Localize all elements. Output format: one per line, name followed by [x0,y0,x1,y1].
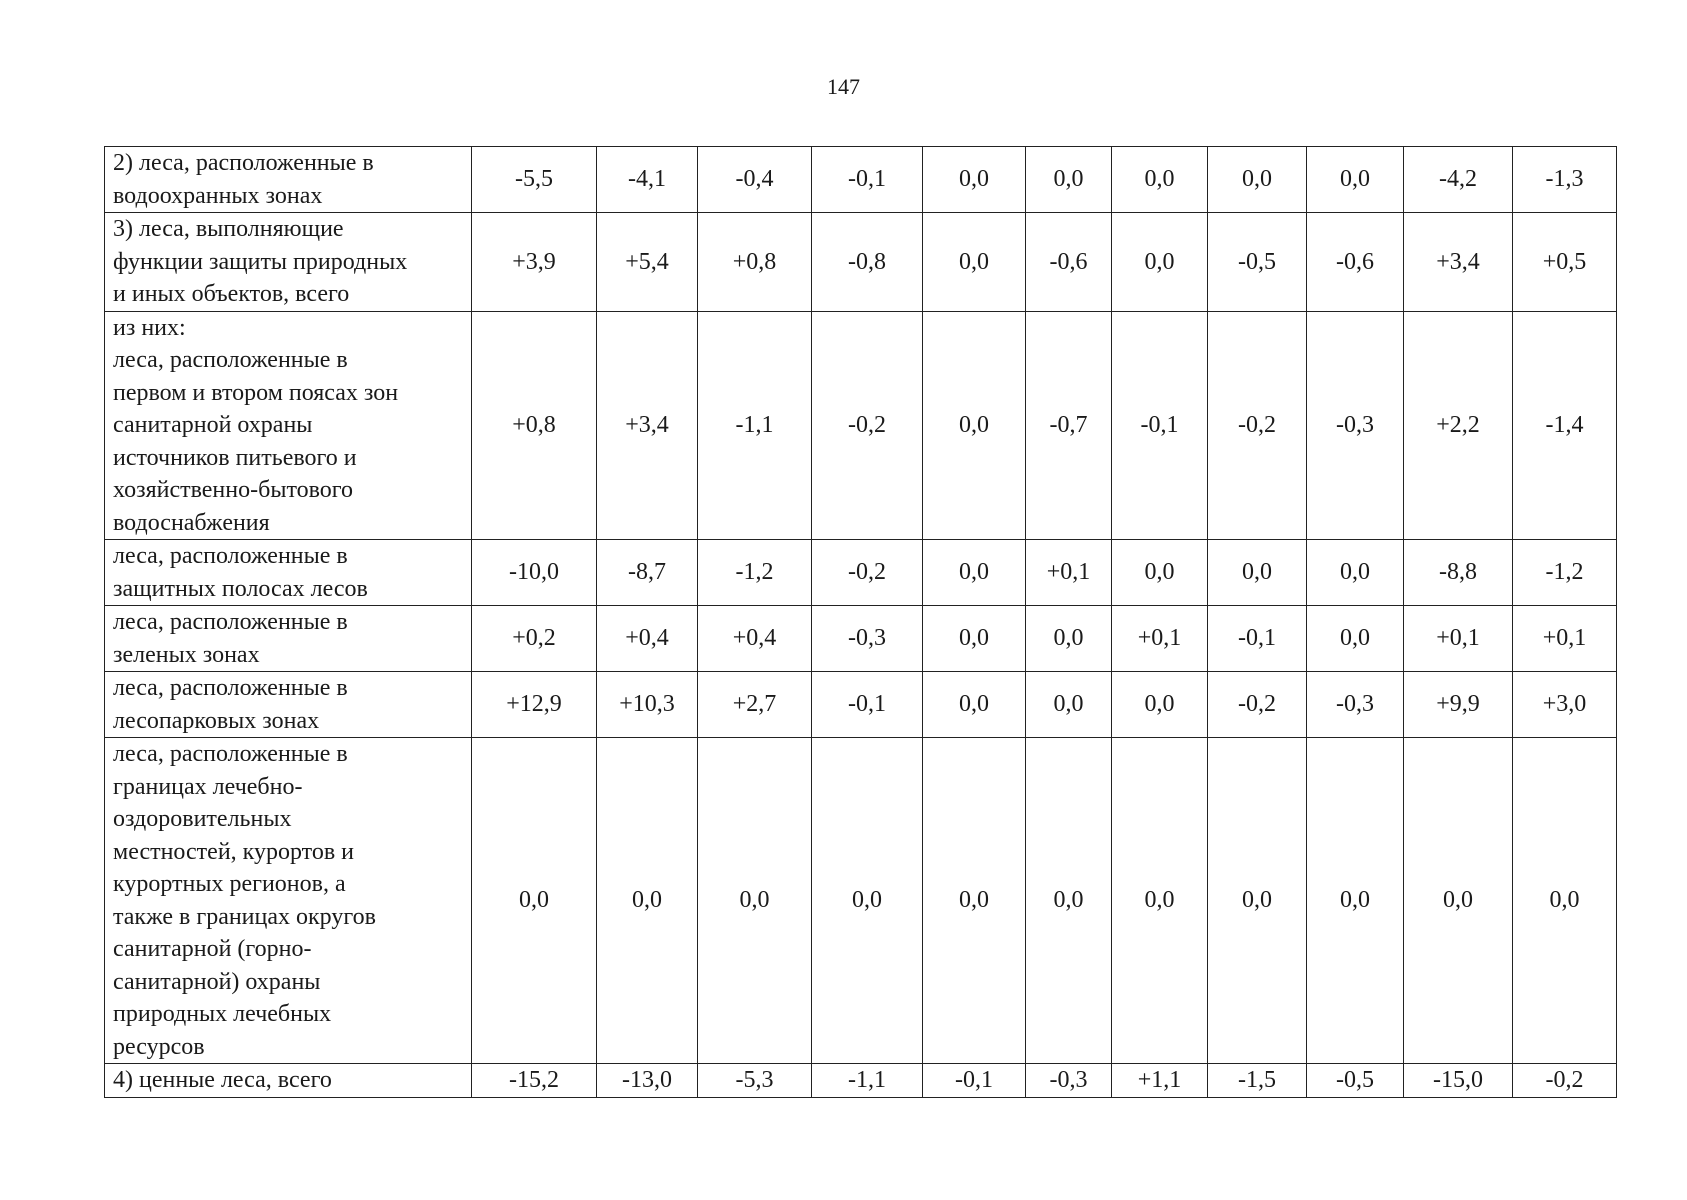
table-cell: 0,0 [1112,147,1208,213]
table-cell: 0,0 [1026,738,1112,1064]
table-row [105,606,1617,672]
table-cell: +12,9 [472,672,597,738]
table-cell: 0,0 [1112,540,1208,606]
table-cell: -4,1 [597,147,698,213]
table-cell: 0,0 [923,540,1026,606]
table-row [105,1064,1617,1098]
table-cell: 0,0 [1112,213,1208,312]
table-cell: +1,1 [1112,1064,1208,1098]
table-cell: 0,0 [1026,147,1112,213]
table-cell: -0,7 [1026,311,1112,540]
table-cell: -10,0 [472,540,597,606]
table-cell: 0,0 [923,672,1026,738]
table-cell: -15,2 [472,1064,597,1098]
table-cell: -0,5 [1208,213,1307,312]
table-cell: +3,9 [472,213,597,312]
table-cell: +5,4 [597,213,698,312]
table-cell: -1,2 [698,540,812,606]
table-cell: -8,7 [597,540,698,606]
table-cell: 0,0 [923,606,1026,672]
table-cell: 0,0 [923,213,1026,312]
table-cell: -0,2 [1208,311,1307,540]
table-row [105,738,1617,1064]
table-cell: +9,9 [1404,672,1513,738]
table-cell: 0,0 [1026,672,1112,738]
page-number: 147 [827,74,860,99]
table-cell: -0,3 [812,606,923,672]
table-cell: 0,0 [1307,147,1404,213]
table-cell: -5,5 [472,147,597,213]
table-cell: +0,8 [472,311,597,540]
row-label: леса, расположенные в зеленых зонах [105,606,472,672]
table-cell: -1,1 [812,1064,923,1098]
row-label: леса, расположенные в границах лечебно- оздоровительных местностей, курортов и курортных регионов, а также в границах округов санитарной (горно- санитарной) охраны природных лечебных ресурсов [105,738,472,1064]
table-cell: +3,4 [597,311,698,540]
table-cell: -0,1 [812,147,923,213]
table-cell: 0,0 [1208,147,1307,213]
table-cell: -5,3 [698,1064,812,1098]
table-cell: -0,4 [698,147,812,213]
table-cell: +0,8 [698,213,812,312]
row-label: 3) леса, выполняющие функции защиты природных и иных объектов, всего [105,213,472,312]
table-cell: -1,3 [1513,147,1617,213]
table-cell: -0,2 [812,540,923,606]
table-cell: +0,1 [1026,540,1112,606]
table-row [105,147,1617,213]
table-cell: +0,1 [1404,606,1513,672]
table-cell: +0,2 [472,606,597,672]
table-cell: 0,0 [472,738,597,1064]
table-body [105,147,1617,1098]
table-cell: 0,0 [1026,606,1112,672]
table-cell: -13,0 [597,1064,698,1098]
table-cell: 0,0 [1307,606,1404,672]
table-cell: +3,0 [1513,672,1617,738]
row-label: 4) ценные леса, всего [105,1064,472,1098]
table-cell: -0,6 [1026,213,1112,312]
table-cell: -0,1 [1208,606,1307,672]
table-cell: -8,8 [1404,540,1513,606]
table-cell: +0,4 [698,606,812,672]
table-cell: 0,0 [1307,540,1404,606]
table-cell: +10,3 [597,672,698,738]
table-cell: 0,0 [923,738,1026,1064]
table-row [105,672,1617,738]
table-cell: 0,0 [812,738,923,1064]
table-cell: -1,1 [698,311,812,540]
table-cell: +0,4 [597,606,698,672]
table-cell: +0,1 [1513,606,1617,672]
table-cell: 0,0 [597,738,698,1064]
table-cell: 0,0 [1208,540,1307,606]
table-cell: +3,4 [1404,213,1513,312]
table-cell: -0,6 [1307,213,1404,312]
table-cell: -0,3 [1307,672,1404,738]
table-cell: -0,1 [812,672,923,738]
data-table [104,146,1617,1098]
table-cell: -0,8 [812,213,923,312]
table-row [105,311,1617,540]
table-cell: -0,3 [1026,1064,1112,1098]
table-cell: -1,4 [1513,311,1617,540]
table-cell: 0,0 [923,311,1026,540]
table-cell: -1,5 [1208,1064,1307,1098]
table-cell: +0,1 [1112,606,1208,672]
table-cell: 0,0 [1307,738,1404,1064]
table-cell: 0,0 [1112,672,1208,738]
table-cell: -15,0 [1404,1064,1513,1098]
row-label: из них: леса, расположенные в первом и втором поясах зон санитарной охраны источников питьевого и хозяйственно-бытового водоснабжения [105,311,472,540]
table-cell: -0,1 [923,1064,1026,1098]
table-cell: 0,0 [1112,738,1208,1064]
table-cell: -1,2 [1513,540,1617,606]
row-label: леса, расположенные в лесопарковых зонах [105,672,472,738]
table-cell: +0,5 [1513,213,1617,312]
row-label: леса, расположенные в защитных полосах лесов [105,540,472,606]
table-cell: -0,3 [1307,311,1404,540]
table-cell: 0,0 [1404,738,1513,1064]
table-row [105,540,1617,606]
table-cell: -0,2 [1513,1064,1617,1098]
table-cell: -0,5 [1307,1064,1404,1098]
table-cell: 0,0 [698,738,812,1064]
table-cell: -0,1 [1112,311,1208,540]
table-cell: -0,2 [1208,672,1307,738]
table-cell: 0,0 [1208,738,1307,1064]
table-cell: -0,2 [812,311,923,540]
table-cell: 0,0 [923,147,1026,213]
table-cell: +2,2 [1404,311,1513,540]
table-cell: 0,0 [1513,738,1617,1064]
row-label: 2) леса, расположенные в водоохранных зонах [105,147,472,213]
table-row [105,213,1617,312]
table-cell: +2,7 [698,672,812,738]
table-cell: -4,2 [1404,147,1513,213]
